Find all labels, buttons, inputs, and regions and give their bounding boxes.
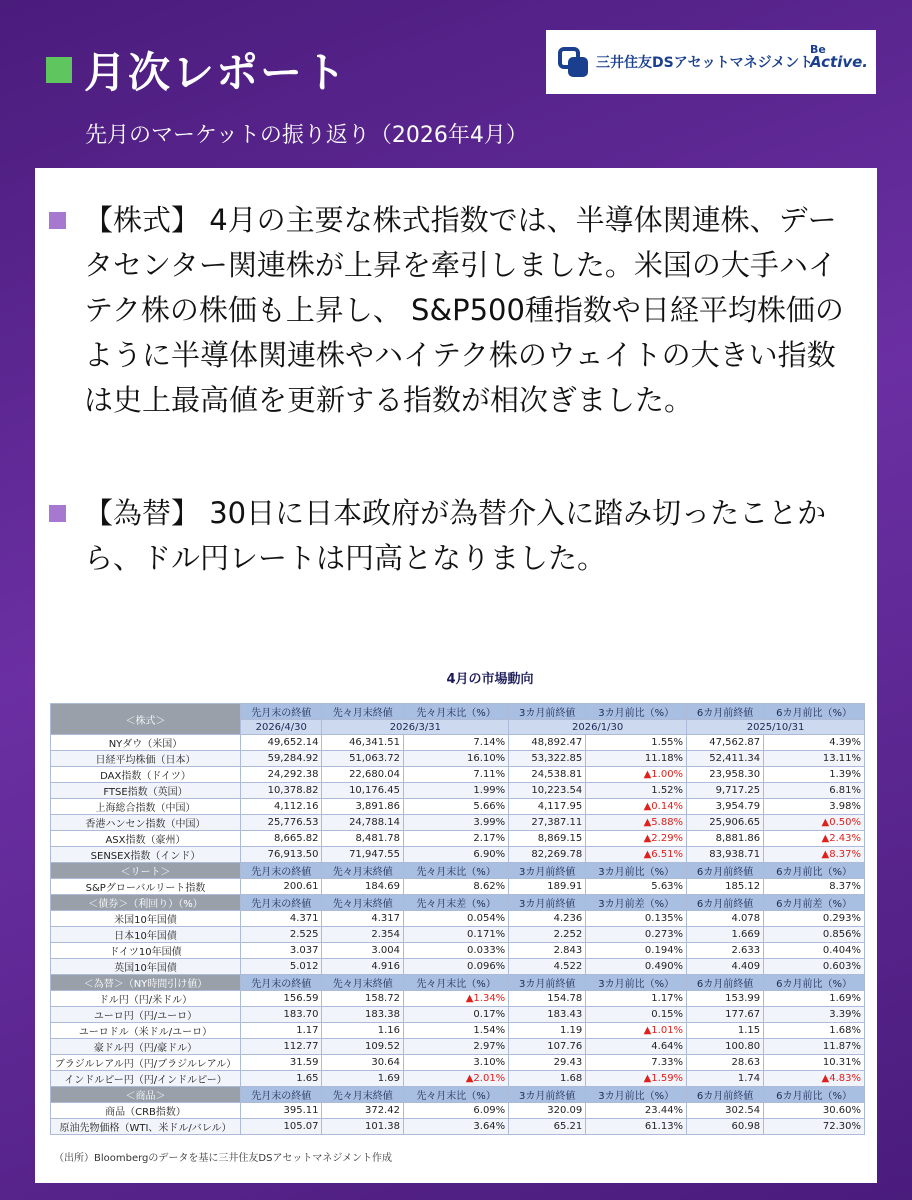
row-label: ドイツ10年国債	[51, 943, 241, 959]
page-title: 月次レポート	[84, 48, 349, 97]
section-label: ＜債券＞（利回り）（%）	[51, 895, 241, 911]
bullet-fx	[49, 491, 854, 581]
table-cell: 395.11	[241, 1103, 322, 1119]
table-cell: ▲2.29%	[586, 831, 687, 847]
table-row	[51, 735, 865, 751]
title-row	[46, 40, 348, 100]
table-section-header	[51, 895, 865, 911]
table-cell: 158.72	[322, 991, 403, 1007]
column-header: 3カ月前終値	[509, 863, 586, 879]
table-cell: 2.525	[241, 927, 322, 943]
table-row	[51, 1007, 865, 1023]
column-header: 6カ月前差（%）	[764, 895, 865, 911]
table-cell: 65.21	[509, 1119, 586, 1135]
column-header: 6カ月前比（%）	[764, 975, 865, 991]
table-section-header	[51, 704, 865, 720]
bullet-square-icon	[49, 505, 66, 522]
column-header: 3カ月前終値	[509, 895, 586, 911]
column-header: 6カ月前終値	[687, 704, 764, 720]
table-cell: 4.916	[322, 959, 403, 975]
table-cell: 1.99%	[403, 783, 508, 799]
table-cell: 1.54%	[403, 1023, 508, 1039]
table-row	[51, 783, 865, 799]
table-cell: 2.843	[509, 943, 586, 959]
table-cell: 3,891.86	[322, 799, 403, 815]
table-cell: 76,913.50	[241, 847, 322, 863]
table-cell: 6.09%	[403, 1103, 508, 1119]
table-cell: 1.669	[687, 927, 764, 943]
table-cell: 4.39%	[764, 735, 865, 751]
table-cell: 24,292.38	[241, 767, 322, 783]
table-cell: 28.63	[687, 1055, 764, 1071]
table-cell: 0.15%	[586, 1007, 687, 1023]
table-cell: 177.67	[687, 1007, 764, 1023]
row-label: NYダウ（米国）	[51, 735, 241, 751]
table-cell: 100.80	[687, 1039, 764, 1055]
date-header: 2026/4/30	[241, 720, 322, 735]
table-cell: 30.64	[322, 1055, 403, 1071]
table-cell: 51,063.72	[322, 751, 403, 767]
table-cell: 3.98%	[764, 799, 865, 815]
table-title: 4月の市場動向	[446, 672, 534, 687]
table-cell: 189.91	[509, 879, 586, 895]
table-row	[51, 1119, 865, 1135]
table-row	[51, 815, 865, 831]
table-cell: 11.87%	[764, 1039, 865, 1055]
table-cell: 0.033%	[403, 943, 508, 959]
table-cell: 105.07	[241, 1119, 322, 1135]
table-cell: 6.81%	[764, 783, 865, 799]
row-label: S&Pグローバルリート指数	[51, 879, 241, 895]
row-label: 豪ドル円（円/豪ドル）	[51, 1039, 241, 1055]
table-row	[51, 751, 865, 767]
column-header: 3カ月前比（%）	[586, 1087, 687, 1103]
table-row	[51, 959, 865, 975]
company-logo-icon	[558, 47, 588, 77]
table-cell: 3.10%	[403, 1055, 508, 1071]
table-cell: 153.99	[687, 991, 764, 1007]
logo-active-text: Active.	[809, 53, 868, 71]
table-cell: 1.19	[509, 1023, 586, 1039]
report-content	[35, 168, 877, 1183]
column-header: 6カ月前比（%）	[764, 704, 865, 720]
table-cell: 112.77	[241, 1039, 322, 1055]
table-cell: 49,652.14	[241, 735, 322, 751]
table-cell: 59,284.92	[241, 751, 322, 767]
table-cell: 0.273%	[586, 927, 687, 943]
column-header: 3カ月前比（%）	[586, 704, 687, 720]
date-header: 2025/10/31	[687, 720, 865, 735]
company-logo	[546, 30, 876, 94]
title-marker-icon	[46, 57, 72, 83]
table-cell: 154.78	[509, 991, 586, 1007]
column-header: 先々月末比（%）	[403, 1087, 508, 1103]
column-header: 3カ月前比（%）	[586, 863, 687, 879]
table-cell: 10,176.45	[322, 783, 403, 799]
table-cell: 23,958.30	[687, 767, 764, 783]
column-header: 6カ月前終値	[687, 863, 764, 879]
table-cell: ▲0.50%	[764, 815, 865, 831]
row-label: ブラジルレアル円（円/ブラジルレアル）	[51, 1055, 241, 1071]
table-cell: 1.69	[322, 1071, 403, 1087]
table-cell: 156.59	[241, 991, 322, 1007]
table-cell: 4.64%	[586, 1039, 687, 1055]
table-cell: 13.11%	[764, 751, 865, 767]
table-cell: 200.61	[241, 879, 322, 895]
table-cell: 23.44%	[586, 1103, 687, 1119]
table-cell: 2.252	[509, 927, 586, 943]
table-cell: 47,562.87	[687, 735, 764, 751]
table-cell: 1.15	[687, 1023, 764, 1039]
table-row	[51, 1055, 865, 1071]
table-cell: 46,341.51	[322, 735, 403, 751]
table-cell: 0.171%	[403, 927, 508, 943]
table-row	[51, 1071, 865, 1087]
table-cell: ▲2.43%	[764, 831, 865, 847]
table-cell: 10.31%	[764, 1055, 865, 1071]
table-cell: 5.012	[241, 959, 322, 975]
table-section-header	[51, 863, 865, 879]
table-cell: 101.38	[322, 1119, 403, 1135]
table-cell: ▲4.83%	[764, 1071, 865, 1087]
table-cell: 1.16	[322, 1023, 403, 1039]
column-header: 6カ月前比（%）	[764, 1087, 865, 1103]
table-row	[51, 1039, 865, 1055]
table-cell: 60.98	[687, 1119, 764, 1135]
table-cell: 1.65	[241, 1071, 322, 1087]
table-cell: 320.09	[509, 1103, 586, 1119]
table-cell: ▲2.01%	[403, 1071, 508, 1087]
table-cell: ▲1.00%	[586, 767, 687, 783]
table-cell: 2.97%	[403, 1039, 508, 1055]
bullet-text: 【株式】 4月の主要な株式指数では、半導体関連株、データセンター関連株が上昇を牽引しました。米国の大手ハイテク株の株価も上昇し、 S&P500種指数や日経平均株価のように半導体関連株やハイテク株のウェイトの大きい指数は史上最高値を更新する指数が相次ぎました。	[84, 203, 844, 417]
table-cell: 372.42	[322, 1103, 403, 1119]
table-row	[51, 1023, 865, 1039]
column-header: 3カ月前終値	[509, 1087, 586, 1103]
table-cell: 10,223.54	[509, 783, 586, 799]
table-cell: ▲1.01%	[586, 1023, 687, 1039]
table-cell: 8,881.86	[687, 831, 764, 847]
table-cell: 22,680.04	[322, 767, 403, 783]
table-row	[51, 1103, 865, 1119]
row-label: ドル円（円/米ドル）	[51, 991, 241, 1007]
row-label: 香港ハンセン指数（中国）	[51, 815, 241, 831]
table-cell: 7.11%	[403, 767, 508, 783]
table-cell: ▲0.14%	[586, 799, 687, 815]
table-cell: 7.14%	[403, 735, 508, 751]
table-cell: 3.39%	[764, 1007, 865, 1023]
table-cell: 183.70	[241, 1007, 322, 1023]
table-cell: 53,322.85	[509, 751, 586, 767]
table-cell: 1.68%	[764, 1023, 865, 1039]
column-header: 3カ月前比（%）	[586, 975, 687, 991]
row-label: 英国10年国債	[51, 959, 241, 975]
date-header: 2026/1/30	[509, 720, 687, 735]
table-cell: 3.99%	[403, 815, 508, 831]
table-row	[51, 927, 865, 943]
table-cell: 31.59	[241, 1055, 322, 1071]
page-subtitle: 先月のマーケットの振り返り（2026年4月）	[85, 123, 528, 148]
row-label: 米国10年国債	[51, 911, 241, 927]
column-header: 3カ月前差（%）	[586, 895, 687, 911]
row-label: 日経平均株価（日本）	[51, 751, 241, 767]
table-cell: 72.30%	[764, 1119, 865, 1135]
column-header: 先々月末終値	[322, 1087, 403, 1103]
row-label: 上海総合指数（中国）	[51, 799, 241, 815]
be-active-logo	[809, 43, 868, 71]
column-header: 先月末の終値	[241, 863, 322, 879]
section-label: ＜リート＞	[51, 863, 241, 879]
table-cell: 1.52%	[586, 783, 687, 799]
column-header: 先々月末終値	[322, 975, 403, 991]
report-header	[0, 0, 912, 165]
column-header: 6カ月前比（%）	[764, 863, 865, 879]
table-cell: 25,776.53	[241, 815, 322, 831]
column-header: 先々月末終値	[322, 863, 403, 879]
row-label: ASX指数（豪州）	[51, 831, 241, 847]
table-section-header	[51, 1087, 865, 1103]
table-cell: 4.317	[322, 911, 403, 927]
table-cell: ▲5.88%	[586, 815, 687, 831]
table-cell: 3.037	[241, 943, 322, 959]
table-cell: 1.74	[687, 1071, 764, 1087]
column-header: 先月末の終値	[241, 1087, 322, 1103]
column-header: 先々月末比（%）	[403, 975, 508, 991]
table-cell: 0.096%	[403, 959, 508, 975]
column-header: 先月末の終値	[241, 975, 322, 991]
row-label: SENSEX指数（インド）	[51, 847, 241, 863]
table-row	[51, 879, 865, 895]
table-cell: 8,481.78	[322, 831, 403, 847]
table-cell: 1.17%	[586, 991, 687, 1007]
table-cell: 1.55%	[586, 735, 687, 751]
table-source: （出所）Bloombergのデータを基に三井住友DSアセットマネジメント作成	[54, 1153, 393, 1165]
row-label: 商品（CRB指数）	[51, 1103, 241, 1119]
table-cell: 2.354	[322, 927, 403, 943]
table-cell: 0.404%	[764, 943, 865, 959]
table-cell: 3.64%	[403, 1119, 508, 1135]
table-cell: 82,269.78	[509, 847, 586, 863]
date-header: 2026/3/31	[322, 720, 509, 735]
table-cell: 107.76	[509, 1039, 586, 1055]
table-cell: ▲8.37%	[764, 847, 865, 863]
column-header: 6カ月前終値	[687, 1087, 764, 1103]
table-cell: 184.69	[322, 879, 403, 895]
column-header: 6カ月前終値	[687, 895, 764, 911]
column-header: 先々月末終値	[322, 895, 403, 911]
table-cell: 8.62%	[403, 879, 508, 895]
table-cell: 25,906.65	[687, 815, 764, 831]
column-header: 3カ月前終値	[509, 975, 586, 991]
table-cell: 16.10%	[403, 751, 508, 767]
column-header: 先々月末比（%）	[403, 863, 508, 879]
table-cell: 5.63%	[586, 879, 687, 895]
table-row	[51, 767, 865, 783]
table-cell: 10,378.82	[241, 783, 322, 799]
table-cell: 83,938.71	[687, 847, 764, 863]
row-label: インドルピー円（円/インドルピー）	[51, 1071, 241, 1087]
column-header: 先々月末終値	[322, 704, 403, 720]
table-cell: 0.603%	[764, 959, 865, 975]
table-cell: 8.37%	[764, 879, 865, 895]
table-cell: 185.12	[687, 879, 764, 895]
section-label: ＜為替＞（NY時間引け値）	[51, 975, 241, 991]
table-cell: 7.33%	[586, 1055, 687, 1071]
column-header: 6カ月前終値	[687, 975, 764, 991]
table-cell: 109.52	[322, 1039, 403, 1055]
table-row	[51, 943, 865, 959]
column-header: 3カ月前終値	[509, 704, 586, 720]
table-cell: 24,538.81	[509, 767, 586, 783]
table-cell: 24,788.14	[322, 815, 403, 831]
market-table	[50, 703, 865, 1135]
table-cell: 183.43	[509, 1007, 586, 1023]
table-row	[51, 911, 865, 927]
table-cell: 0.054%	[403, 911, 508, 927]
table-cell: 4.371	[241, 911, 322, 927]
bullet-square-icon	[49, 212, 66, 229]
table-cell: 30.60%	[764, 1103, 865, 1119]
table-cell: 1.39%	[764, 767, 865, 783]
row-label: 日本10年国債	[51, 927, 241, 943]
section-label: ＜商品＞	[51, 1087, 241, 1103]
table-cell: 0.490%	[586, 959, 687, 975]
table-cell: 2.17%	[403, 831, 508, 847]
table-cell: 29.43	[509, 1055, 586, 1071]
row-label: ユーロ円（円/ユーロ）	[51, 1007, 241, 1023]
table-cell: 6.90%	[403, 847, 508, 863]
table-cell: 11.18%	[586, 751, 687, 767]
section-label: ＜株式＞	[51, 704, 241, 735]
table-cell: 8,665.82	[241, 831, 322, 847]
table-cell: 9,717.25	[687, 783, 764, 799]
table-cell: 2.633	[687, 943, 764, 959]
table-cell: 302.54	[687, 1103, 764, 1119]
company-name: 三井住友DSアセットマネジメント	[596, 55, 814, 71]
table-cell: 5.66%	[403, 799, 508, 815]
table-cell: 4.078	[687, 911, 764, 927]
column-header: 先々月末差（%）	[403, 895, 508, 911]
logo-be-text: Be	[809, 43, 826, 56]
table-cell: 8,869.15	[509, 831, 586, 847]
row-label: ユーロドル（米ドル/ユーロ）	[51, 1023, 241, 1039]
table-cell: 4.522	[509, 959, 586, 975]
column-header: 先月末の終値	[241, 704, 322, 720]
table-cell: 1.69%	[764, 991, 865, 1007]
table-cell: 1.17	[241, 1023, 322, 1039]
table-cell: 3,954.79	[687, 799, 764, 815]
table-cell: 0.293%	[764, 911, 865, 927]
table-cell: 4.409	[687, 959, 764, 975]
row-label: 原油先物価格（WTI、米ドル/バレル）	[51, 1119, 241, 1135]
bullet-text: 【為替】 30日に日本政府が為替介入に踏み切ったことから、ドル円レートは円高となりました。	[84, 496, 827, 575]
table-cell: 71,947.55	[322, 847, 403, 863]
table-cell: ▲1.34%	[403, 991, 508, 1007]
table-row	[51, 991, 865, 1007]
row-label: FTSE指数（英国）	[51, 783, 241, 799]
column-header: 先月末の終値	[241, 895, 322, 911]
column-header: 先々月末比（%）	[403, 704, 508, 720]
table-cell: 4,112.16	[241, 799, 322, 815]
table-cell: 27,387.11	[509, 815, 586, 831]
table-cell: 48,892.47	[509, 735, 586, 751]
table-cell: 0.17%	[403, 1007, 508, 1023]
table-section-header	[51, 975, 865, 991]
row-label: DAX指数（ドイツ）	[51, 767, 241, 783]
table-cell: 4.236	[509, 911, 586, 927]
table-row	[51, 847, 865, 863]
table-cell: 52,411.34	[687, 751, 764, 767]
bullet-stocks	[49, 198, 854, 423]
table-cell: 0.194%	[586, 943, 687, 959]
table-cell: 1.68	[509, 1071, 586, 1087]
table-cell: 0.856%	[764, 927, 865, 943]
market-table-panel	[50, 668, 870, 1164]
table-cell: ▲6.51%	[586, 847, 687, 863]
table-cell: 4,117.95	[509, 799, 586, 815]
table-cell: 61.13%	[586, 1119, 687, 1135]
table-cell: 0.135%	[586, 911, 687, 927]
table-cell: ▲1.59%	[586, 1071, 687, 1087]
table-cell: 3.004	[322, 943, 403, 959]
table-row	[51, 799, 865, 815]
table-row	[51, 831, 865, 847]
table-cell: 183.38	[322, 1007, 403, 1023]
